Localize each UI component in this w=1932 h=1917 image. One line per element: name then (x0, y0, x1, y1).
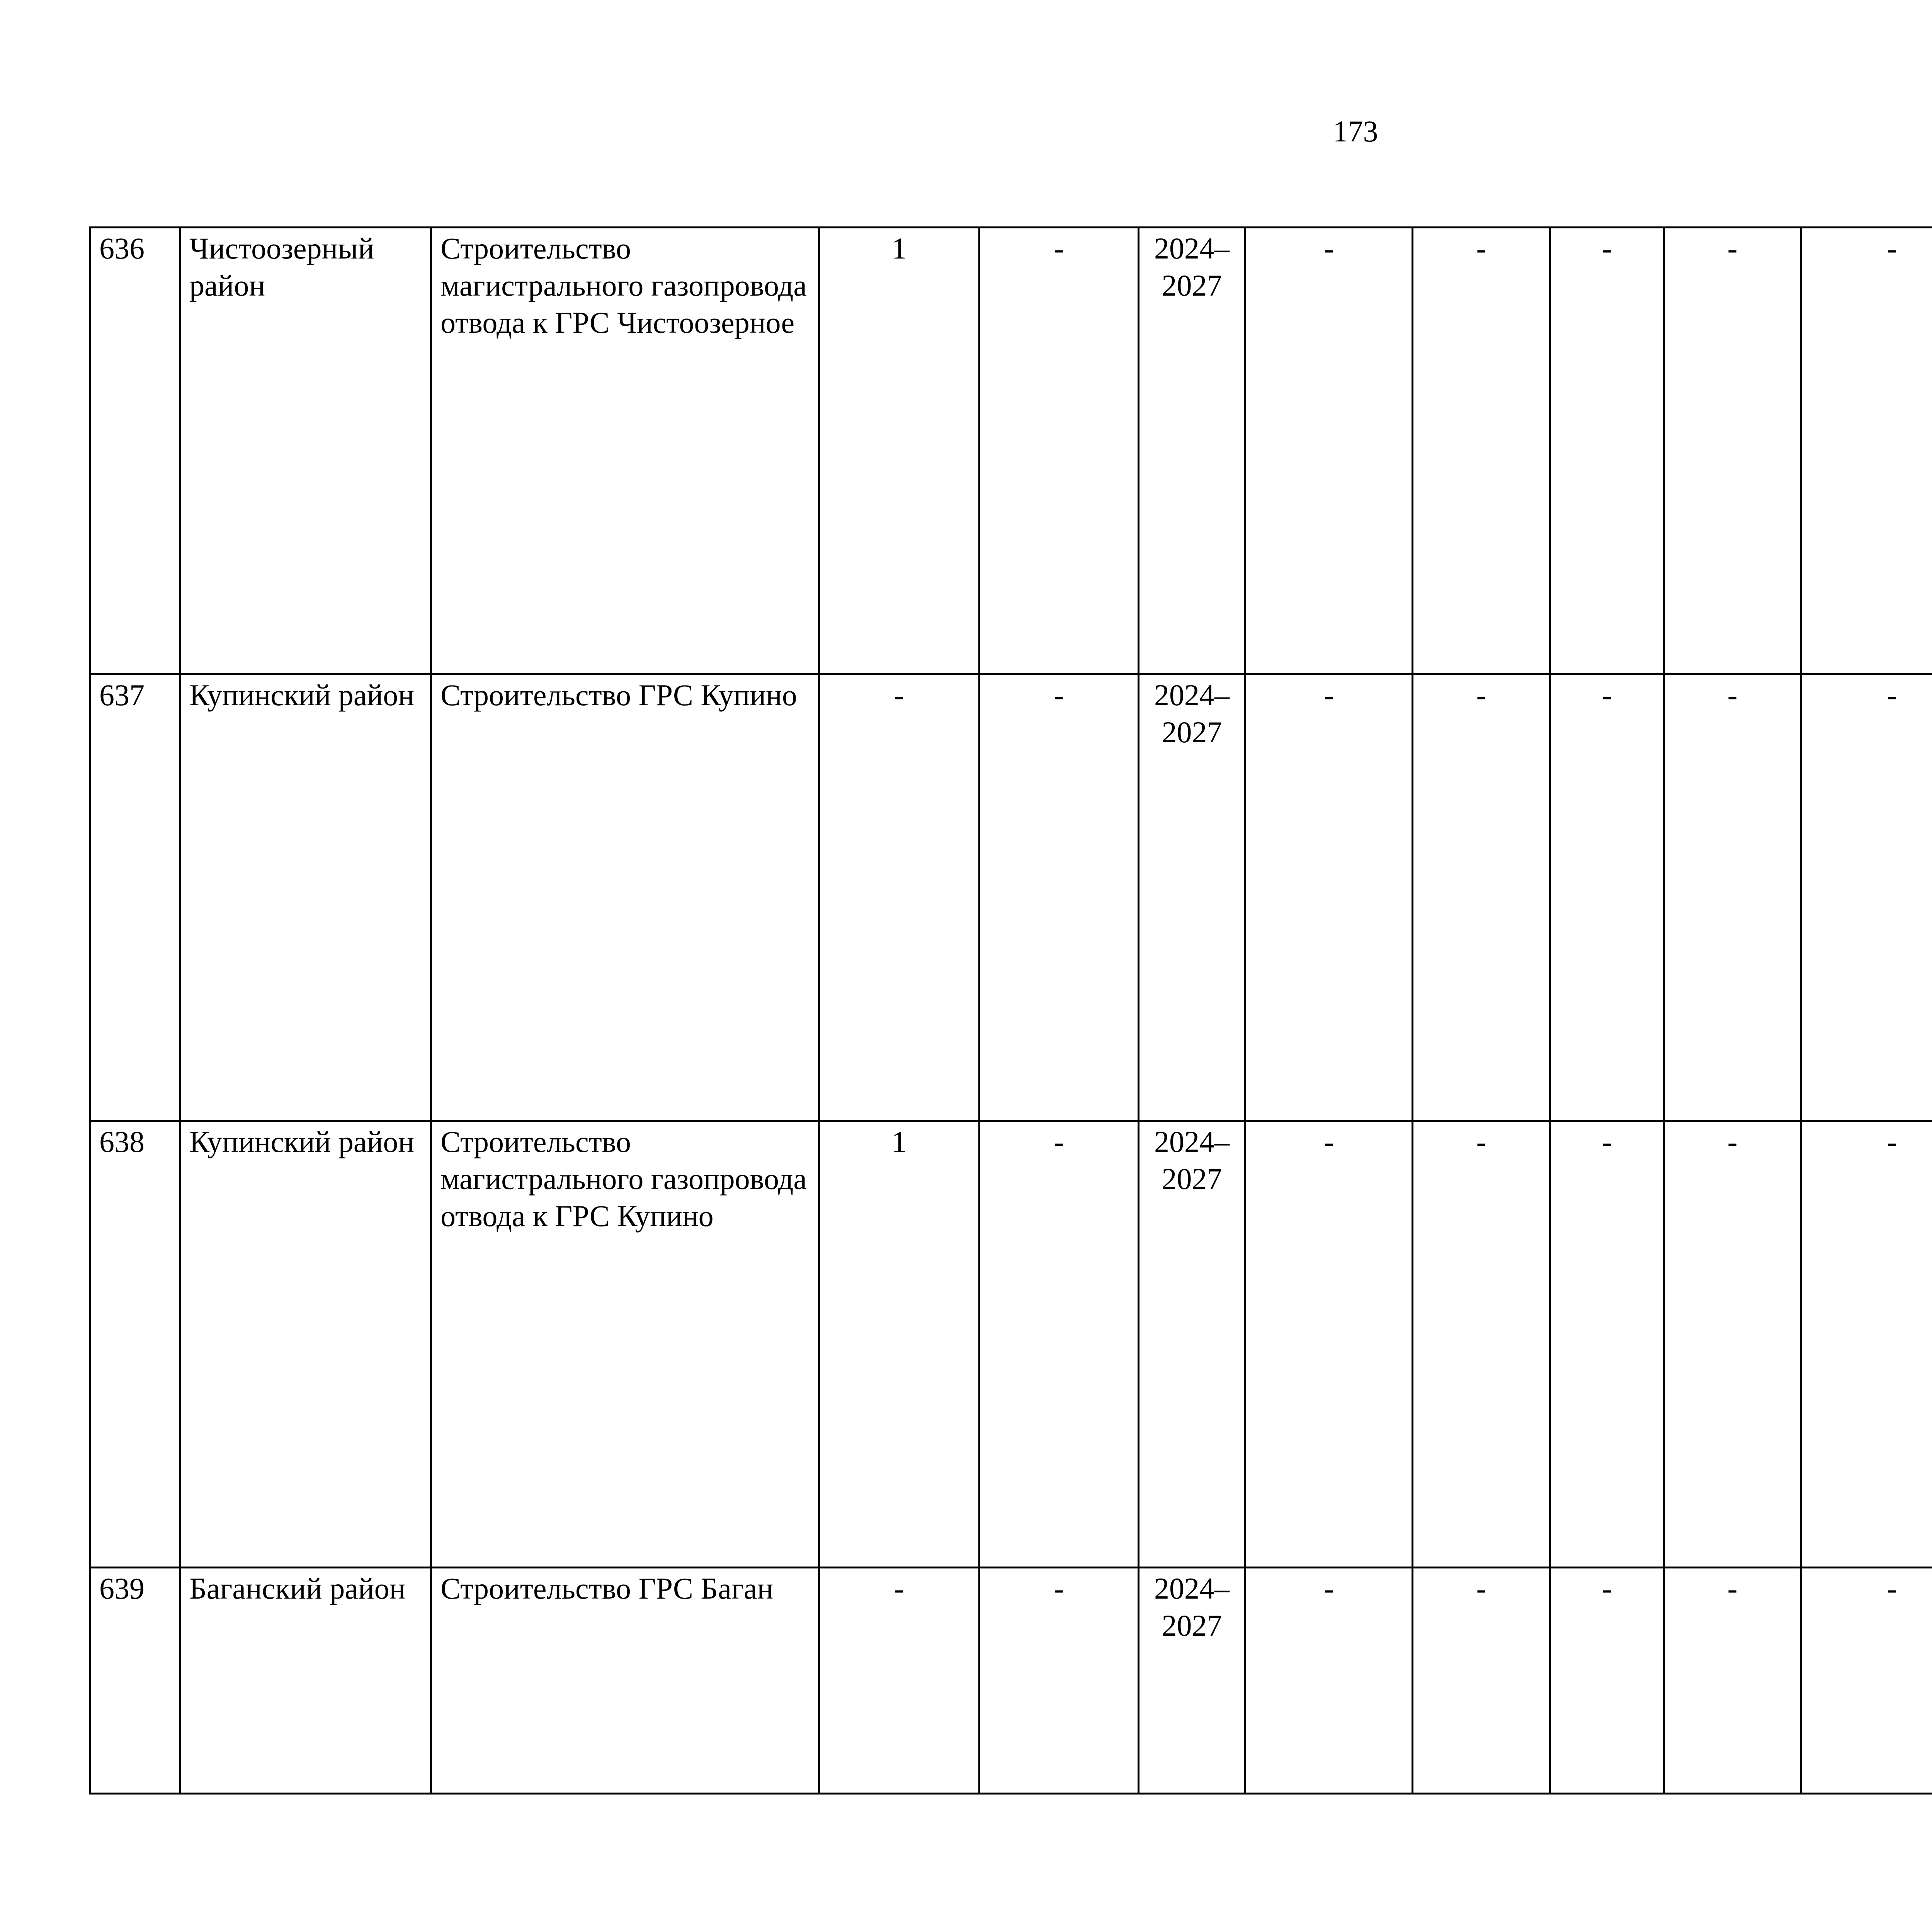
district-cell: Купинский район (180, 674, 431, 1121)
value-cell: - (819, 674, 980, 1121)
district-cell: Купинский район (180, 1121, 431, 1568)
value-cell: 1 (819, 1121, 980, 1568)
page-number: 173 (1333, 114, 1378, 148)
value-cell: - (1801, 1568, 1932, 1794)
value-cell: - (1245, 1568, 1413, 1794)
value-cell: - (980, 674, 1139, 1121)
value-cell: 1 (819, 228, 980, 674)
table-row (90, 674, 1932, 1121)
row-number: 638 (90, 1121, 180, 1568)
district-cell: Чистоозерный район (180, 228, 431, 674)
value-cell: - (1664, 1121, 1801, 1568)
row-number: 637 (90, 674, 180, 1121)
value-cell: - (980, 1121, 1139, 1568)
value-cell: - (1245, 674, 1413, 1121)
district-cell: Баганский район (180, 1568, 431, 1794)
value-cell: - (1801, 1121, 1932, 1568)
value-cell: - (1664, 674, 1801, 1121)
table-row (90, 228, 1932, 674)
period-cell: 2024–2027 (1139, 674, 1245, 1121)
value-cell: - (980, 1568, 1139, 1794)
period-cell: 2024–2027 (1139, 1121, 1245, 1568)
value-cell: - (1245, 1121, 1413, 1568)
value-cell: - (1413, 1121, 1550, 1568)
value-cell: - (1801, 228, 1932, 674)
value-cell: - (1413, 228, 1550, 674)
row-number: 636 (90, 228, 180, 674)
value-cell: - (1801, 674, 1932, 1121)
description-cell: Строительство магистрального газопровода отвода к ГРС Чистоозерное (431, 228, 819, 674)
description-cell: Строительство ГРС Баган (431, 1568, 819, 1794)
table-row (90, 1568, 1932, 1794)
value-cell: - (1550, 1568, 1664, 1794)
description-cell: Строительство ГРС Купино (431, 674, 819, 1121)
value-cell: - (1245, 228, 1413, 674)
value-cell: - (1413, 674, 1550, 1121)
value-cell: - (1664, 228, 1801, 674)
value-cell: - (1413, 1568, 1550, 1794)
value-cell: - (819, 1568, 980, 1794)
period-cell: 2024–2027 (1139, 1568, 1245, 1794)
value-cell: - (1550, 1121, 1664, 1568)
table-row (90, 1121, 1932, 1568)
value-cell: - (1550, 228, 1664, 674)
projects-table (89, 226, 1932, 1795)
value-cell: - (1664, 1568, 1801, 1794)
description-cell: Строительство магистрального газопровода отвода к ГРС Купино (431, 1121, 819, 1568)
period-cell: 2024–2027 (1139, 228, 1245, 674)
value-cell: - (1550, 674, 1664, 1121)
value-cell: - (980, 228, 1139, 674)
row-number: 639 (90, 1568, 180, 1794)
